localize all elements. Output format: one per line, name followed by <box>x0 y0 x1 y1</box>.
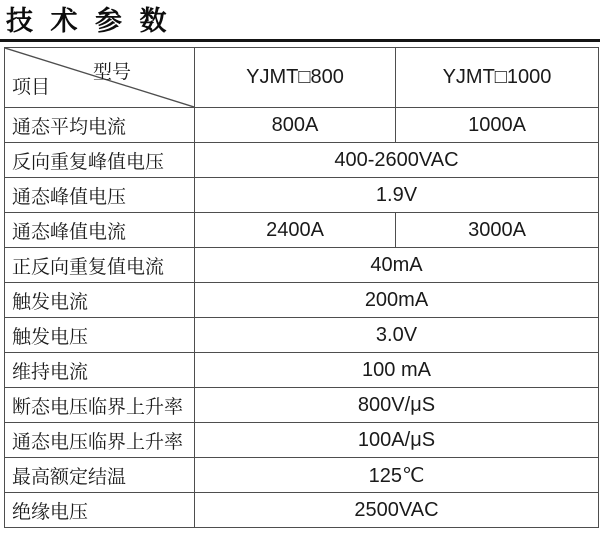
row-value: 800A <box>195 108 396 143</box>
row-value-merged: 2500VAC <box>195 493 599 528</box>
row-value-merged: 40mA <box>195 248 599 283</box>
table-row <box>5 353 599 388</box>
row-value-merged: 1.9V <box>195 178 599 213</box>
row-label: 反向重复峰值电压 <box>5 143 195 178</box>
row-label: 通态峰值电压 <box>5 178 195 213</box>
row-label: 通态峰值电流 <box>5 213 195 248</box>
row-value: 2400A <box>195 213 396 248</box>
model-header-1: YJMT□800 <box>195 48 396 108</box>
table-row <box>5 213 599 248</box>
model-header-2: YJMT□1000 <box>396 48 599 108</box>
table-row <box>5 248 599 283</box>
row-value: 1000A <box>396 108 599 143</box>
table-row <box>5 458 599 493</box>
row-label: 绝缘电压 <box>5 493 195 528</box>
table-body <box>5 48 599 528</box>
row-value-merged: 100A/μS <box>195 423 599 458</box>
header-row <box>5 48 599 108</box>
table-row <box>5 423 599 458</box>
row-label: 维持电流 <box>5 353 195 388</box>
corner-label-model: 型号 <box>93 62 132 84</box>
row-value: 3000A <box>396 213 599 248</box>
row-value-merged: 3.0V <box>195 318 599 353</box>
title-bar <box>0 0 600 42</box>
row-value-merged: 400-2600VAC <box>195 143 599 178</box>
row-label: 触发电流 <box>5 283 195 318</box>
table-row <box>5 283 599 318</box>
table-row <box>5 388 599 423</box>
row-label: 触发电压 <box>5 318 195 353</box>
table-row <box>5 318 599 353</box>
table-row <box>5 493 599 528</box>
row-label: 最高额定结温 <box>5 458 195 493</box>
row-label: 通态平均电流 <box>5 108 195 143</box>
corner-cell <box>5 48 195 108</box>
row-value-merged: 800V/μS <box>195 388 599 423</box>
row-label: 通态电压临界上升率 <box>5 423 195 458</box>
table-row <box>5 178 599 213</box>
parameters-table <box>4 47 599 528</box>
page-title: 技 术 参 数 <box>6 6 172 36</box>
table-row <box>5 108 599 143</box>
row-label: 断态电压临界上升率 <box>5 388 195 423</box>
corner-label-item: 项目 <box>12 77 51 99</box>
row-value-merged: 125℃ <box>195 458 599 493</box>
table-row <box>5 143 599 178</box>
row-value-merged: 200mA <box>195 283 599 318</box>
row-label: 正反向重复值电流 <box>5 248 195 283</box>
row-value-merged: 100 mA <box>195 353 599 388</box>
